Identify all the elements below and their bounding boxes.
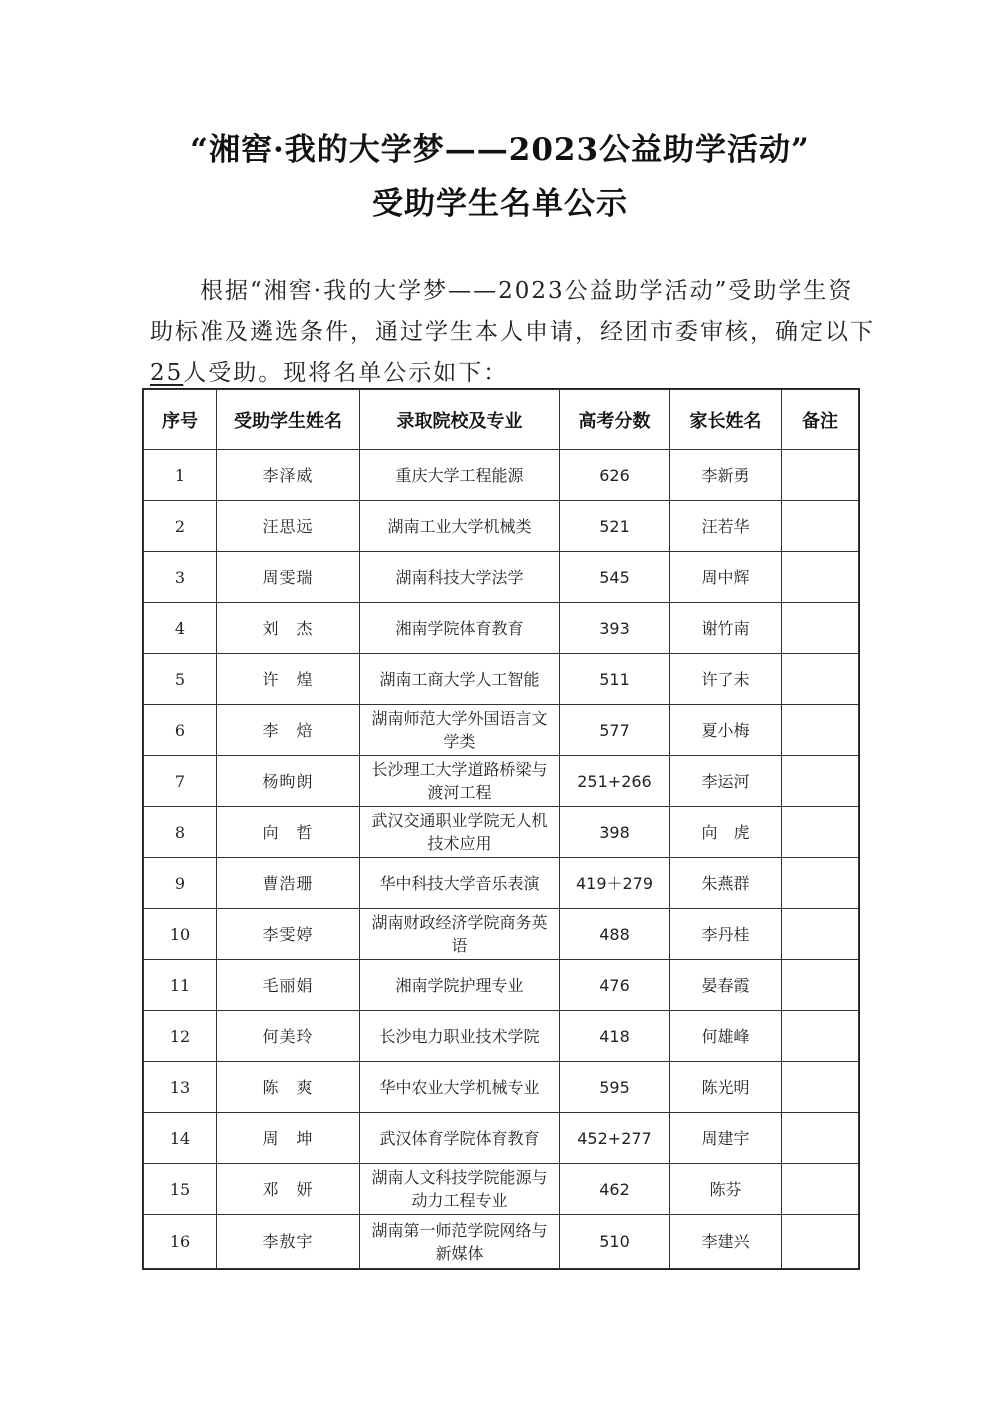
cell-student-name: 刘 杰 xyxy=(217,603,360,654)
cell-note xyxy=(782,1215,859,1269)
cell-student-name: 汪思远 xyxy=(217,501,360,552)
cell-score: 462 xyxy=(560,1164,670,1215)
cell-school-major: 长沙电力职业技术学院 xyxy=(360,1011,560,1062)
cell-school-major: 湖南科技大学法学 xyxy=(360,552,560,603)
table-row xyxy=(144,705,859,756)
cell-note xyxy=(782,756,859,807)
cell-score: 452+277 xyxy=(560,1113,670,1164)
cell-student-name: 杨昫朗 xyxy=(217,756,360,807)
cell-note xyxy=(782,501,859,552)
document-title: “湘窖·我的大学梦——2023公益助学活动” xyxy=(190,132,810,168)
cell-student-name: 周 坤 xyxy=(217,1113,360,1164)
cell-student-name: 李泽威 xyxy=(217,450,360,501)
table-header-row xyxy=(144,390,859,450)
cell-parent-name: 陈芬 xyxy=(670,1164,782,1215)
cell-note xyxy=(782,705,859,756)
cell-student-name: 陈 爽 xyxy=(217,1062,360,1113)
cell-parent-name: 何雄峰 xyxy=(670,1011,782,1062)
cell-note xyxy=(782,807,859,858)
cell-school-major: 湖南工商大学人工智能 xyxy=(360,654,560,705)
cell-parent-name: 周中辉 xyxy=(670,552,782,603)
cell-parent-name: 汪若华 xyxy=(670,501,782,552)
cell-seq: 12 xyxy=(144,1011,217,1062)
cell-parent-name: 向 虎 xyxy=(670,807,782,858)
cell-note xyxy=(782,909,859,960)
cell-student-name: 向 哲 xyxy=(217,807,360,858)
table-row xyxy=(144,552,859,603)
intro-line: 助标准及遴选条件，通过学生本人申请，经团市委审核，确定以下 xyxy=(150,319,875,345)
cell-seq: 4 xyxy=(144,603,217,654)
cell-seq: 8 xyxy=(144,807,217,858)
cell-seq: 3 xyxy=(144,552,217,603)
intro-line xyxy=(150,358,508,388)
cell-note xyxy=(782,960,859,1011)
cell-student-name: 李雯婷 xyxy=(217,909,360,960)
cell-parent-name: 许了未 xyxy=(670,654,782,705)
cell-parent-name: 晏春霞 xyxy=(670,960,782,1011)
cell-note xyxy=(782,603,859,654)
cell-school-major: 武汉体育学院体育教育 xyxy=(360,1113,560,1164)
header-seq: 序号 xyxy=(144,390,217,450)
table-row xyxy=(144,603,859,654)
cell-score: 511 xyxy=(560,654,670,705)
cell-school-major: 重庆大学工程能源 xyxy=(360,450,560,501)
cell-school-major: 长沙理工大学道路桥梁与渡河工程 xyxy=(360,756,560,807)
table-row xyxy=(144,1113,859,1164)
cell-school-major: 武汉交通职业学院无人机技术应用 xyxy=(360,807,560,858)
header-student-name: 受助学生姓名 xyxy=(217,390,360,450)
cell-score: 418 xyxy=(560,1011,670,1062)
cell-note xyxy=(782,1164,859,1215)
cell-seq: 5 xyxy=(144,654,217,705)
cell-school-major: 湘南学院护理专业 xyxy=(360,960,560,1011)
table-row xyxy=(144,960,859,1011)
cell-note xyxy=(782,552,859,603)
cell-score: 510 xyxy=(560,1215,670,1269)
cell-note xyxy=(782,654,859,705)
cell-note xyxy=(782,450,859,501)
cell-school-major: 湖南师范大学外国语言文学类 xyxy=(360,705,560,756)
cell-parent-name: 夏小梅 xyxy=(670,705,782,756)
cell-score: 488 xyxy=(560,909,670,960)
cell-parent-name: 谢竹南 xyxy=(670,603,782,654)
cell-seq: 10 xyxy=(144,909,217,960)
header-score: 高考分数 xyxy=(560,390,670,450)
cell-parent-name: 李运河 xyxy=(670,756,782,807)
cell-school-major: 华中农业大学机械专业 xyxy=(360,1062,560,1113)
cell-student-name: 何美玲 xyxy=(217,1011,360,1062)
cell-seq: 13 xyxy=(144,1062,217,1113)
cell-school-major: 湖南人文科技学院能源与动力工程专业 xyxy=(360,1164,560,1215)
table-row xyxy=(144,450,859,501)
cell-seq: 16 xyxy=(144,1215,217,1269)
table-row xyxy=(144,909,859,960)
cell-score: 521 xyxy=(560,501,670,552)
cell-note xyxy=(782,858,859,909)
cell-parent-name: 李新勇 xyxy=(670,450,782,501)
cell-student-name: 李 焙 xyxy=(217,705,360,756)
table-row xyxy=(144,756,859,807)
cell-parent-name: 周建宇 xyxy=(670,1113,782,1164)
header-parent-name: 家长姓名 xyxy=(670,390,782,450)
intro-line-end: 人受助。现将名单公示如下： xyxy=(183,360,509,386)
header-note: 备注 xyxy=(782,390,859,450)
cell-seq: 2 xyxy=(144,501,217,552)
cell-score: 626 xyxy=(560,450,670,501)
table-row xyxy=(144,1164,859,1215)
table-row xyxy=(144,807,859,858)
cell-student-name: 周雯瑞 xyxy=(217,552,360,603)
recipient-count: 25 xyxy=(150,360,184,386)
cell-seq: 6 xyxy=(144,705,217,756)
cell-score: 393 xyxy=(560,603,670,654)
header-school-major: 录取院校及专业 xyxy=(360,390,560,450)
cell-school-major: 华中科技大学音乐表演 xyxy=(360,858,560,909)
cell-parent-name: 陈光明 xyxy=(670,1062,782,1113)
cell-student-name: 许 煌 xyxy=(217,654,360,705)
cell-seq: 7 xyxy=(144,756,217,807)
cell-parent-name: 李建兴 xyxy=(670,1215,782,1269)
cell-student-name: 李敖宇 xyxy=(217,1215,360,1269)
cell-note xyxy=(782,1113,859,1164)
cell-note xyxy=(782,1062,859,1113)
cell-student-name: 毛丽娟 xyxy=(217,960,360,1011)
cell-student-name: 曹浩珊 xyxy=(217,858,360,909)
intro-line: 根据“湘窖·我的大学梦——2023公益助学活动”受助学生资 xyxy=(200,278,854,304)
recipient-table xyxy=(143,389,859,1269)
cell-note xyxy=(782,1011,859,1062)
cell-seq: 15 xyxy=(144,1164,217,1215)
cell-score: 476 xyxy=(560,960,670,1011)
cell-parent-name: 朱燕群 xyxy=(670,858,782,909)
table-row xyxy=(144,1011,859,1062)
cell-seq: 1 xyxy=(144,450,217,501)
cell-score: 251+266 xyxy=(560,756,670,807)
table-row xyxy=(144,858,859,909)
table-row xyxy=(144,1062,859,1113)
cell-school-major: 湖南第一师范学院网络与新媒体 xyxy=(360,1215,560,1269)
cell-parent-name: 李丹桂 xyxy=(670,909,782,960)
cell-score: 595 xyxy=(560,1062,670,1113)
cell-score: 577 xyxy=(560,705,670,756)
cell-seq: 9 xyxy=(144,858,217,909)
cell-student-name: 邓 妍 xyxy=(217,1164,360,1215)
cell-score: 545 xyxy=(560,552,670,603)
table-row xyxy=(144,501,859,552)
cell-seq: 14 xyxy=(144,1113,217,1164)
cell-seq: 11 xyxy=(144,960,217,1011)
cell-school-major: 湖南财政经济学院商务英语 xyxy=(360,909,560,960)
cell-score: 419＋279 xyxy=(560,858,670,909)
cell-score: 398 xyxy=(560,807,670,858)
table-row xyxy=(144,654,859,705)
cell-school-major: 湖南工业大学机械类 xyxy=(360,501,560,552)
document-subtitle: 受助学生名单公示 xyxy=(372,186,628,222)
cell-school-major: 湘南学院体育教育 xyxy=(360,603,560,654)
table-row xyxy=(144,1215,859,1269)
